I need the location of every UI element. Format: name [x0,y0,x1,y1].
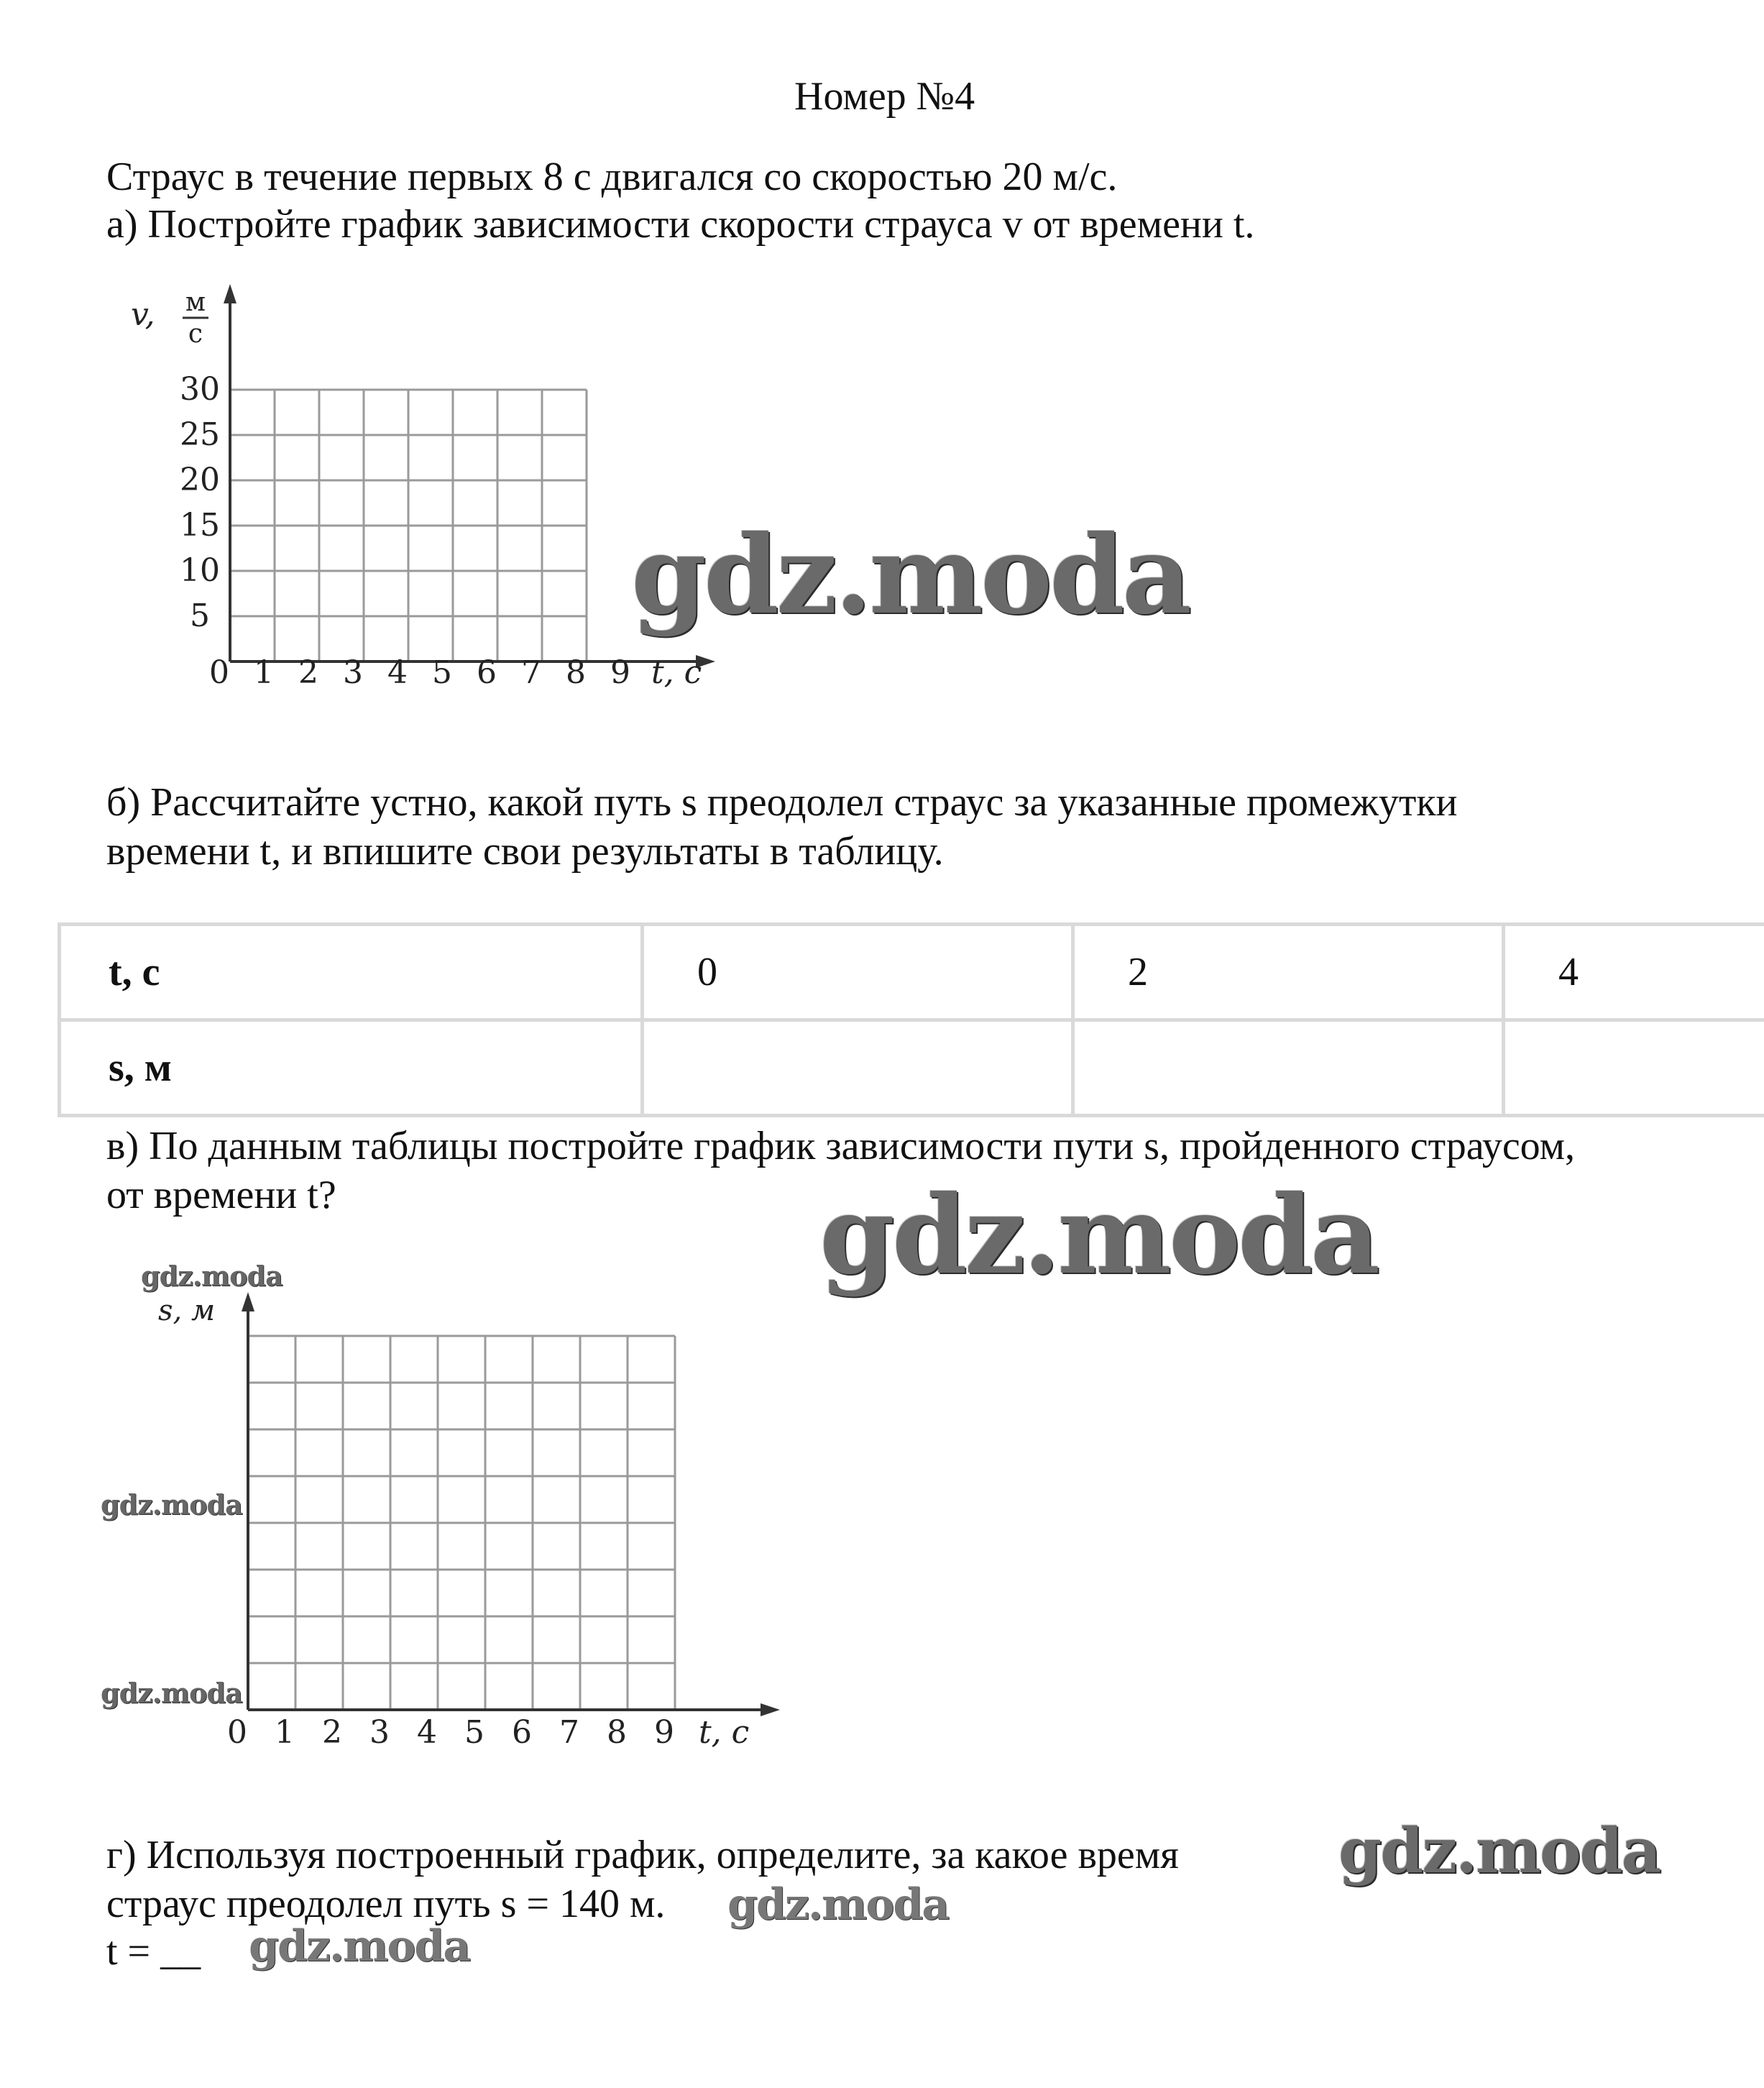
x-tick-label: 4 [387,654,408,691]
part-d-line-1: г) Используя построенный график, определите, за какое время [106,1833,1179,1877]
table-cell-input[interactable] [1504,1020,1764,1116]
part-a-text: а) Постройте график зависимости скорости страуса v от времени t. [106,202,1255,247]
velocity-grid [230,390,587,661]
table-cell: 2 [1073,925,1504,1020]
x-tick-label: 4 [417,1714,437,1751]
distance-y-label: s, м [158,1294,216,1327]
velocity-y-ticks [180,371,220,634]
velocity-x-label: t, с [651,654,702,691]
x-tick-label: 3 [369,1714,390,1751]
x-tick-label: 5 [464,1714,484,1751]
distance-x-ticks [227,1714,674,1751]
x-tick-label: 6 [512,1714,532,1751]
table-cell: 4 [1504,925,1764,1020]
part-c-line-1: в) По данным таблицы постройте график зависимости пути s, пройденного страусом, [106,1124,1576,1168]
watermark: gdz.moda [727,1879,949,1930]
distance-x-label: t, с [699,1714,750,1751]
x-tick-label: 5 [432,654,452,691]
y-tick-label: 10 [180,552,220,589]
table-row [60,925,1764,1020]
watermark: gdz.moda [819,1172,1378,1299]
y-tick-label: 30 [180,371,220,408]
x-tick-label: 0 [209,654,229,691]
x-tick-label: 7 [521,654,541,691]
x-tick-label: 3 [343,654,363,691]
watermark: gdz.moda [141,1260,282,1292]
part-c-line-2: от времени t? [106,1173,336,1217]
part-b-line-2: времени t, и впишите свои результаты в таблицу. [106,829,944,874]
distance-y-arrow-icon [242,1292,254,1311]
x-tick-label: 9 [610,654,630,691]
y-tick-label: 15 [180,507,220,544]
velocity-x-ticks [209,654,630,691]
table-row [60,1020,1764,1116]
x-tick-label: 7 [559,1714,579,1751]
table-row-label: s, м [60,1020,643,1116]
page-title: Номер №4 [794,74,975,119]
x-tick-label: 2 [322,1714,342,1751]
x-tick-label: 1 [254,654,274,691]
table-cell: 0 [643,925,1073,1020]
table-cell-input[interactable] [1073,1020,1504,1116]
x-tick-label: 1 [275,1714,295,1751]
distance-grid [248,1336,675,1710]
x-tick-label: 6 [477,654,497,691]
watermark: gdz.moda [631,512,1190,638]
distance-x-arrow-icon [761,1703,780,1716]
x-tick-label: 2 [298,654,318,691]
x-tick-label: 0 [227,1714,247,1751]
x-tick-label: 8 [607,1714,627,1751]
task-intro: Страус в течение первых 8 с двигался со скоростью 20 м/с. [106,155,1118,199]
y-tick-label: 25 [180,416,220,453]
answer-line[interactable]: t = __ [106,1929,201,1974]
watermark: gdz.moda [1338,1815,1660,1887]
watermark: gdz.moda [249,1921,470,1972]
distance-table [58,922,1764,1117]
watermark: gdz.moda [101,1488,242,1521]
y-tick-label: 20 [180,462,220,498]
velocity-y-arrow-icon [224,284,236,303]
velocity-y-label-unit-bottom: с [188,319,203,349]
part-d-line-2: страус преодолел путь s = 140 м. [106,1882,666,1926]
x-tick-label: 8 [566,654,586,691]
velocity-y-label-unit-top: м [185,288,206,317]
watermark: gdz.moda [101,1677,242,1709]
part-b-line-1: б) Рассчитайте устно, какой путь s преодолел страус за указанные промежутки [106,780,1458,825]
velocity-y-label-var: v, [131,296,155,333]
table-cell-input[interactable] [643,1020,1073,1116]
table-row-label: t, с [60,925,643,1020]
x-tick-label: 9 [654,1714,674,1751]
y-tick-label: 5 [190,597,210,634]
velocity-graph [108,280,733,712]
